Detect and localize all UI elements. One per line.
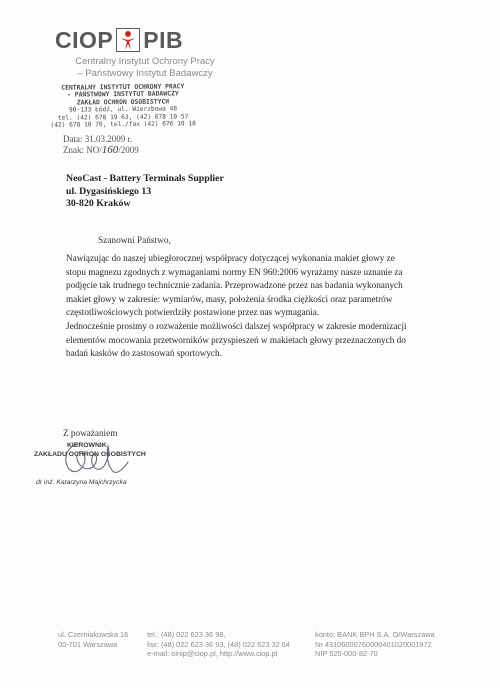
footer-account: Nr 43106000760000401020001972 bbox=[315, 639, 432, 649]
recipient-address bbox=[66, 173, 224, 211]
paragraph-1 bbox=[66, 252, 446, 320]
recipient-city: 30-820 Kraków bbox=[66, 198, 131, 209]
institute-stamp bbox=[48, 83, 198, 129]
paragraph-line: podjęcie tak trudnego technicznie zadania. Przeprowadzone przez nas badania wykonanych bbox=[66, 280, 403, 291]
stamp-line: (42) 678 10 76, tel./fax (42) 676 10 18 bbox=[50, 120, 196, 129]
paragraph-line: badań kasków do zastosowań sportowych. bbox=[66, 348, 222, 359]
stamp-line: ZAKŁAD OCHRON OSOBISTYCH bbox=[76, 97, 170, 107]
paragraph-line: częstotliwościowych potwierdziły postawione przez nas wymagania. bbox=[66, 307, 320, 318]
footer-address bbox=[58, 630, 128, 649]
stamp-line: - PAŃSTWOWY INSTYTUT BADAWCZY bbox=[67, 89, 179, 99]
closing-regards: Z poważaniem bbox=[63, 428, 118, 438]
ciop-pib-logo bbox=[55, 28, 183, 52]
logo-figure-icon bbox=[116, 28, 140, 52]
reference-suffix: /2009 bbox=[118, 145, 139, 155]
stamp-line: CENTRALNY INSTYTUT OCHRONY PRACY bbox=[61, 82, 185, 92]
footer-bank-name: konto: BANK BPH S.A. O/Warszawa bbox=[315, 630, 435, 639]
signature-stamp bbox=[34, 441, 146, 459]
recipient-name: NeoCast - Battery Terminals Supplier bbox=[66, 173, 224, 184]
paragraph-line: makiet głowy w zakresie: wymiarów, masy, położenia środka ciężkości oraz parametrów bbox=[66, 293, 393, 304]
signatory-name: dr inż. Katarzyna Majchrzycka bbox=[36, 479, 127, 486]
paragraph-2 bbox=[66, 320, 446, 361]
institute-name bbox=[70, 56, 220, 80]
logo-text-pib: PIB bbox=[143, 27, 184, 53]
stamp-line: 90-133 Łódź, ul. Wierzbowa 48 bbox=[68, 105, 178, 114]
footer-nip: NIP 525-000-82-70 bbox=[315, 649, 378, 658]
reference-number bbox=[63, 145, 139, 156]
recipient-street: ul. Dygasińskiego 13 bbox=[66, 185, 152, 197]
reference-prefix: Znak: NO/ bbox=[63, 145, 102, 155]
paragraph-line: Jednocześnie prosimy o rozważenie możliwości dalszej współpracy w zakresie modernizacji bbox=[66, 321, 407, 331]
footer-contact bbox=[147, 630, 290, 659]
footer-street: ul. Czerniakowska 16 bbox=[58, 630, 129, 639]
footer-bank bbox=[315, 630, 435, 659]
footer-fax: fax: (48) 022 623 36 93, (48) 022 623 32 64 bbox=[147, 639, 290, 649]
paragraph-line: Nawiązując do naszej ubiegłorocznej współpracy dotyczącej wykonania makiet głowy ze bbox=[66, 253, 395, 263]
reference-handwritten-number: 160 bbox=[101, 144, 119, 156]
signature-department: ZAKŁADU OCHRON OSOBISTYCH bbox=[34, 451, 146, 458]
footer-city: 00-701 Warszawa bbox=[58, 639, 118, 649]
greeting: Szanowni Państwo, bbox=[98, 236, 171, 246]
footer-email: e-mail: oinip@ciop.pl, http://www.ciop.pl bbox=[147, 649, 278, 658]
paragraph-line: elementów mocowania przetworników przyspieszeń w makietach głowy przeznaczonych do bbox=[66, 334, 406, 345]
stamp-line: tel. (42) 678 19 63, (42) 678 10 57 bbox=[57, 112, 189, 122]
paragraph-line: stopu magnezu zgodnych z wymaganiami normy EN 960:2006 wyrażamy nasze uznanie za bbox=[66, 266, 403, 277]
letter-date: Data: 31.03.2009 r. bbox=[63, 134, 133, 144]
signatory-line bbox=[36, 478, 127, 487]
footer-tel: tel.: (48) 022 623 36 98, bbox=[147, 630, 226, 639]
signature-role: KIEROWNIK bbox=[67, 442, 107, 449]
institute-line: Centralny Instytut Ochrony Pracy bbox=[75, 56, 215, 67]
institute-line: – Państwowy Instytut Badawczy bbox=[77, 68, 213, 79]
logo-text-ciop: CIOP bbox=[55, 27, 114, 53]
